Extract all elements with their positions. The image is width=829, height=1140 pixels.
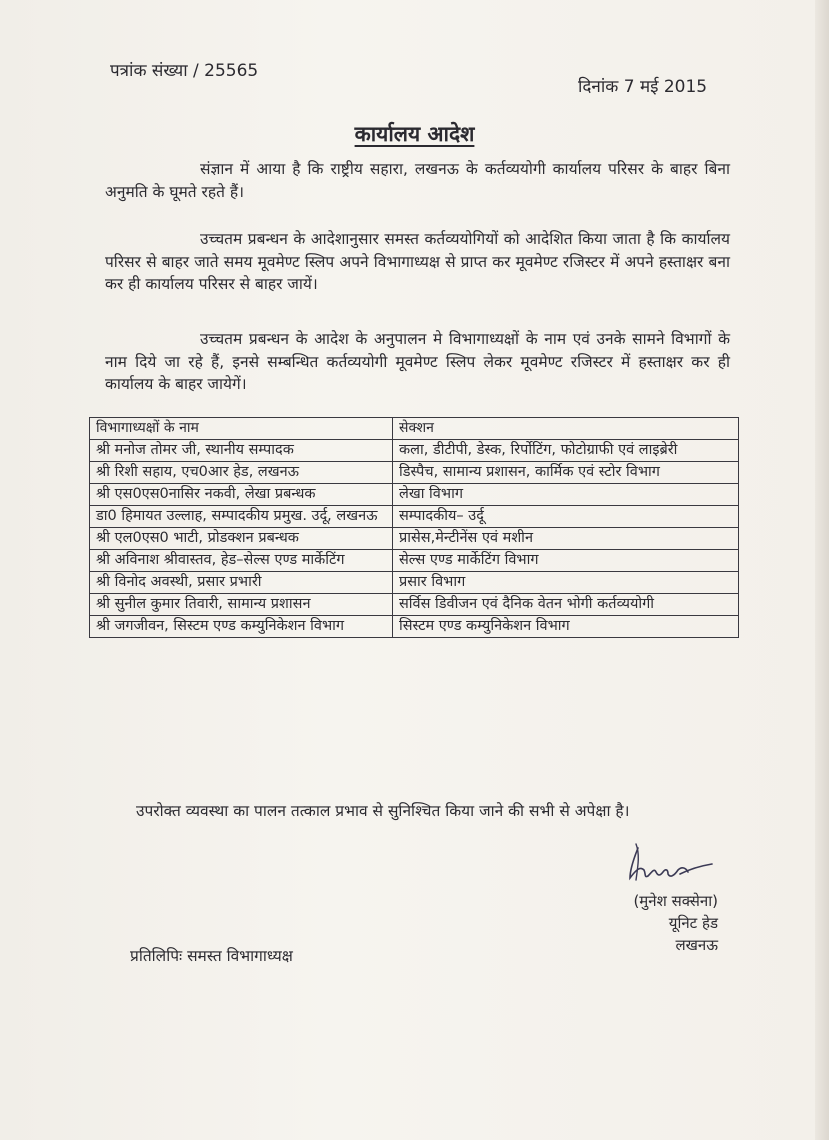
table-row xyxy=(90,440,739,462)
section-name: सिस्टम एण्ड कम्युनिकेशन विभाग xyxy=(393,616,739,638)
section-name: सम्पादकीय– उर्दू xyxy=(393,506,739,528)
table-row xyxy=(90,616,739,638)
paragraph-2 xyxy=(105,228,730,296)
signatory-block xyxy=(598,890,718,956)
head-name: श्री रिशी सहाय, एच0आर हेड, लखनऊ xyxy=(90,462,393,484)
head-name: डा0 हिमायत उल्लाह, सम्पादकीय प्रमुख. उर्दू, लखनऊ xyxy=(90,506,393,528)
section-name: कला, डीटीपी, डेस्क, रिर्पोटिंग, फोटोग्राफी एवं लाइब्रेरी xyxy=(393,440,739,462)
section-name: प्रसार विभाग xyxy=(393,572,739,594)
page-edge xyxy=(815,0,829,1140)
paragraph-1 xyxy=(105,158,730,203)
table-header-row xyxy=(90,418,739,440)
paragraph-3-text: उच्चतम प्रबन्धन के आदेश के अनुपालन मे विभागाध्यक्षों के नाम एवं उनके सामने विभागों के नाम दिये जा रहे हैं, इनसे सम्बन्धित कर्तव्ययोगी मूवमेण्ट स्लिप लेकर मूवमेण्ट रजिस्टर में हस्ताक्षर कर ही कार्यालय के बाहर जायेगें। xyxy=(105,330,730,393)
paragraph-3 xyxy=(105,328,730,396)
page-title xyxy=(0,120,829,148)
head-name: श्री एल0एस0 भाटी, प्रोडक्शन प्रबन्धक xyxy=(90,528,393,550)
copy-to: प्रतिलिपिः समस्त विभागाध्यक्ष xyxy=(130,947,293,965)
head-name: श्री एस0एस0नासिर नकवी, लेखा प्रबन्धक xyxy=(90,484,393,506)
section-name: प्रासेस,मेन्टीनेंस एवं मशीन xyxy=(393,528,739,550)
paragraph-2-text: उच्चतम प्रबन्धन के आदेशानुसार समस्त कर्तव्ययोगियों को आदेशित किया जाता है कि कार्यालय परिसर से बाहर जाते समय मूवमेण्ट स्लिप अपने विभागाध्यक्ष से प्राप्त कर मूवमेण्ट रजिस्टर में अपने हस्ताक्षर बना कर ही कार्यालय परिसर से बाहर जायें। xyxy=(105,230,730,293)
head-name: श्री अविनाश श्रीवास्तव, हेड–सेल्स एण्ड मार्केटिंग xyxy=(90,550,393,572)
section-name: सेल्स एण्ड मार्केटिंग विभाग xyxy=(393,550,739,572)
table-row xyxy=(90,462,739,484)
handwritten-signature xyxy=(608,840,718,890)
department-heads-table xyxy=(89,417,739,638)
head-name: श्री मनोज तोमर जी, स्थानीय सम्पादक xyxy=(90,440,393,462)
title-text: कार्यालय आदेश xyxy=(354,122,475,146)
head-name: श्री विनोद अवस्थी, प्रसार प्रभारी xyxy=(90,572,393,594)
table-row xyxy=(90,572,739,594)
signatory-location: लखनऊ xyxy=(675,936,718,954)
column-header-names: विभागाध्यक्षों के नाम xyxy=(90,418,393,440)
letter-date: दिनांक 7 मई 2015 xyxy=(578,77,708,97)
section-name: सर्विस डिवीजन एवं दैनिक वेतन भोगी कर्तव्ययोगी xyxy=(393,594,739,616)
paragraph-1-text: संज्ञान में आया है कि राष्ट्रीय सहारा, लखनऊ के कर्तव्ययोगी कार्यालय परिसर के बाहर बिना अनुमति के घूमते रहते हैं। xyxy=(105,160,730,201)
signatory-name: (मुनेश सक्सेना) xyxy=(633,892,718,910)
table-row xyxy=(90,594,739,616)
column-header-section: सेक्शन xyxy=(393,418,739,440)
closing-paragraph xyxy=(98,800,730,822)
section-name: डिस्पैच, सामान्य प्रशासन, कार्मिक एवं स्टोर विभाग xyxy=(393,462,739,484)
signatory-designation: यूनिट हेड xyxy=(668,914,718,932)
table-row xyxy=(90,528,739,550)
table-row xyxy=(90,506,739,528)
section-name: लेखा विभाग xyxy=(393,484,739,506)
closing-text: उपरोक्त व्यवस्था का पालन तत्काल प्रभाव से सुनिश्चित किया जाने की सभी से अपेक्षा है। xyxy=(136,802,630,820)
reference-number: पत्रांक संख्या / 25565 xyxy=(110,61,259,81)
head-name: श्री जगजीवन, सिस्टम एण्ड कम्युनिकेशन विभाग xyxy=(90,616,393,638)
table-row xyxy=(90,484,739,506)
head-name: श्री सुनील कुमार तिवारी, सामान्य प्रशासन xyxy=(90,594,393,616)
table-row xyxy=(90,550,739,572)
